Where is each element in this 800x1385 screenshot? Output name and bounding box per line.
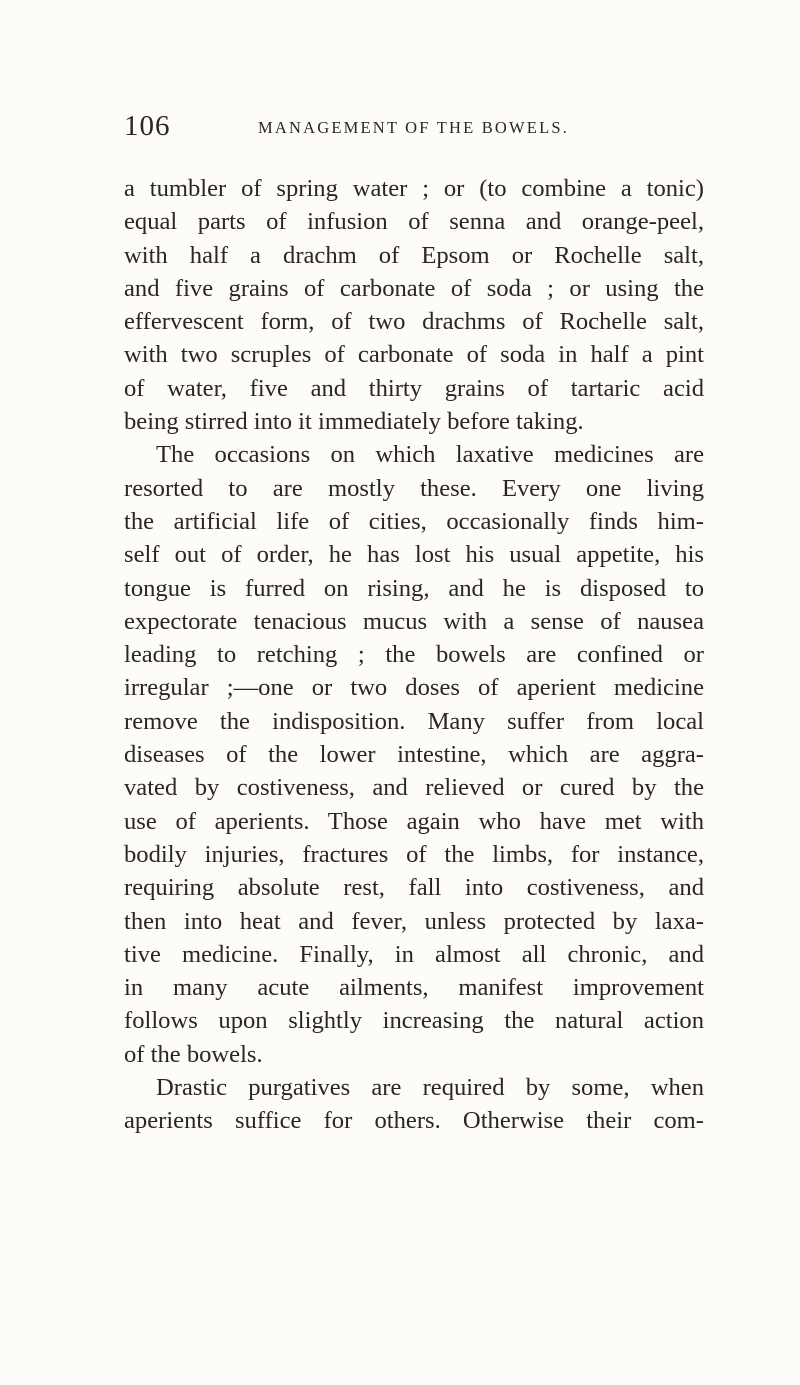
text-line: aperients suffice for others. Otherwise their com-	[124, 1107, 704, 1135]
text-line: irregular ;—one or two doses of aperient medicine	[124, 674, 704, 702]
text-line: diseases of the lower intestine, which are aggra-	[124, 741, 704, 769]
text-line: with two scruples of carbonate of soda in half a pint	[124, 341, 704, 369]
text-line: bodily injuries, fractures of the limbs, for instance,	[124, 840, 704, 868]
text-line: effervescent form, of two drachms of Rochelle salt,	[124, 308, 704, 336]
text-line: self out of order, he has lost his usual appetite, his	[124, 541, 704, 569]
text-line: tive medicine. Finally, in almost all chronic, and	[124, 940, 704, 968]
text-line: a tumbler of spring water ; or (to combine a tonic)	[124, 175, 704, 202]
text-line: leading to retching ; the bowels are confined or	[124, 641, 704, 669]
body-text	[124, 172, 704, 1138]
text-line: the artificial life of cities, occasionally finds him-	[124, 507, 704, 535]
text-line: with half a drachm of Epsom or Rochelle salt,	[124, 241, 704, 269]
text-line: remove the indisposition. Many suffer from local	[124, 707, 704, 735]
text-line: being stirred into it immediately before taking.	[124, 408, 584, 436]
text-line: equal parts of infusion of senna and orange-peel,	[124, 208, 704, 236]
paragraph-start-line: Drastic purgatives are required by some, when	[156, 1074, 704, 1102]
text-line: requiring absolute rest, fall into costiveness, and	[124, 874, 704, 902]
text-line: then into heat and fever, unless protected by laxa-	[124, 907, 704, 935]
text-line: vated by costiveness, and relieved or cured by the	[124, 774, 704, 802]
text-line: of the bowels.	[124, 1040, 263, 1068]
text-line: of water, five and thirty grains of tartaric acid	[124, 374, 704, 402]
text-line: resorted to are mostly these. Every one living	[124, 474, 704, 502]
paragraph-start-line: The occasions on which laxative medicines are	[156, 441, 704, 469]
text-line: tongue is furred on rising, and he is disposed to	[124, 574, 704, 602]
text-line: use of aperients. Those again who have met with	[124, 807, 704, 835]
page-header	[124, 108, 684, 148]
text-line: follows upon slightly increasing the natural action	[124, 1007, 704, 1035]
text-line: expectorate tenacious mucus with a sense of nausea	[124, 607, 704, 635]
text-line: in many acute ailments, manifest improvement	[124, 974, 704, 1002]
page-number: 106	[124, 110, 171, 142]
running-title: MANAGEMENT OF THE BOWELS.	[258, 118, 570, 137]
text-line: and five grains of carbonate of soda ; or using the	[124, 274, 704, 302]
